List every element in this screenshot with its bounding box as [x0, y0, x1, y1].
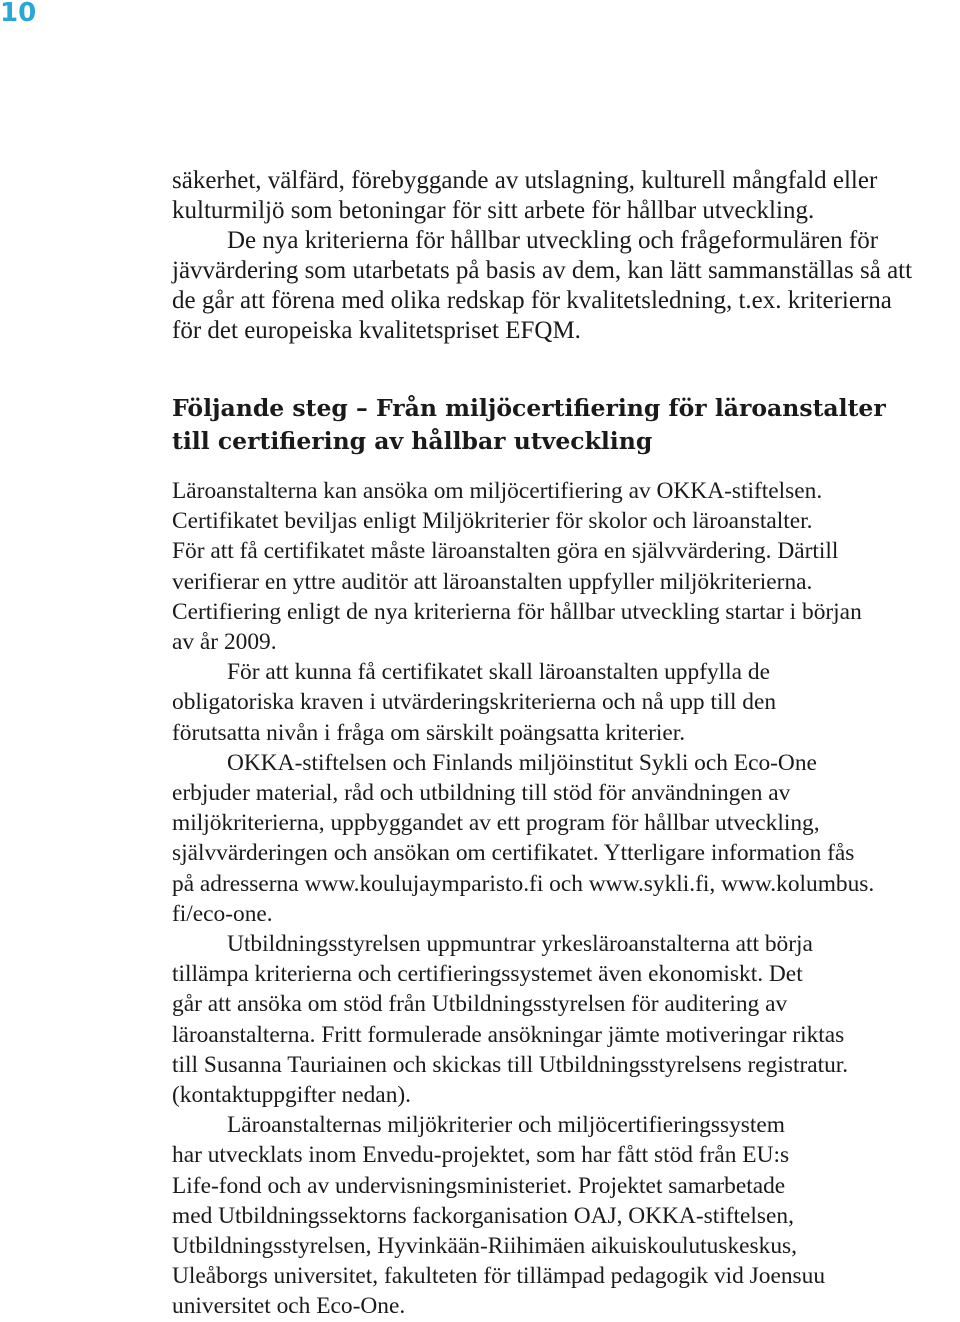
- text-line: självvärderingen och ansökan om certifikatet. Ytterligare information fås: [172, 840, 855, 867]
- section-body: [172, 476, 960, 1322]
- text-line: Utbildningsstyrelsen uppmuntrar yrkesläroanstalterna att börja: [227, 931, 813, 958]
- text-line: För att kunna få certifikatet skall läroanstalten uppfylla de: [227, 659, 770, 686]
- text-line: erbjuder material, råd och utbildning till stöd för användningen av: [172, 780, 791, 807]
- text-line: verifierar en yttre auditör att läroanstalten uppfyller miljökriterierna.: [172, 568, 813, 595]
- document-body: [172, 166, 960, 1322]
- text-line: de går att förena med olika redskap för kvalitetsledning, t.ex. kriterierna: [172, 287, 892, 314]
- text-line: läroanstalterna. Fritt formulerade ansökningar jämte motiveringar riktas: [172, 1021, 845, 1048]
- text-line: av år 2009.: [172, 629, 277, 656]
- text-line: Utbildningsstyrelsen, Hyvinkään-Riihimäen aikuiskoulutuskeskus,: [172, 1233, 797, 1260]
- text-line: går att ansöka om stöd från Utbildningsstyrelsen för auditering av: [172, 991, 788, 1018]
- text-line: förutsatta nivån i fråga om särskilt poängsatta kriterier.: [172, 719, 686, 746]
- text-line: Life-fond och av undervisningsministeriet. Projektet samarbetade: [172, 1172, 786, 1199]
- text-line: för det europeiska kvalitetspriset EFQM.: [172, 317, 581, 344]
- text-line: OKKA-stiftelsen och Finlands miljöinstitut Sykli och Eco-One: [227, 749, 817, 776]
- text-line: kulturmiljö som betoningar för sitt arbete för hållbar utveckling.: [172, 197, 815, 224]
- text-line: tillämpa kriterierna och certifieringssystemet även ekonomiskt. Det: [172, 961, 803, 988]
- text-line: obligatoriska kraven i utvärderingskriterierna och nå upp till den: [172, 689, 777, 716]
- text-line: Läroanstalternas miljökriterier och miljöcertifieringssystem: [227, 1112, 785, 1139]
- heading-line: Följande steg – Från miljöcertifiering för läroanstalter: [172, 394, 886, 422]
- section-heading: [172, 392, 960, 458]
- text-line: till Susanna Tauriainen och skickas till Utbildningsstyrelsens registratur.: [172, 1051, 849, 1078]
- text-line: har utvecklats inom Envedu-projektet, som har fått stöd från EU:s: [172, 1142, 790, 1169]
- text-line: fi/eco-one.: [172, 900, 273, 927]
- page-number: 10: [0, 0, 37, 28]
- text-line: Läroanstalterna kan ansöka om miljöcertifiering av OKKA-stiftelsen.: [172, 478, 823, 504]
- text-line: säkerhet, välfärd, förebyggande av utslagning, kulturell mångfald eller: [172, 167, 878, 194]
- text-line: För att få certifikatet måste läroanstalten göra en självvärdering. Därtill: [172, 538, 839, 565]
- text-line: på adresserna www.koulujaymparisto.fi och www.sykli.fi, www.kolumbus.: [172, 870, 875, 897]
- text-line: miljökriterierna, uppbyggandet av ett program för hållbar utveckling,: [172, 810, 820, 837]
- text-line: universitet och Eco-One.: [172, 1293, 406, 1320]
- text-line: (kontaktuppgifter nedan).: [172, 1082, 412, 1109]
- text-line: Certifiering enligt de nya kriterierna för hållbar utveckling startar i början: [172, 598, 862, 625]
- text-line: jävvärdering som utarbetats på basis av dem, kan lätt sammanställas så att: [172, 257, 913, 284]
- text-line: Certifikatet beviljas enligt Miljökriterier för skolor och läroanstalter.: [172, 508, 813, 535]
- heading-line: till certifiering av hållbar utveckling: [172, 427, 653, 455]
- text-line: De nya kriterierna för hållbar utveckling och frågeformulären för: [227, 227, 879, 254]
- intro-paragraph: [172, 166, 960, 346]
- text-line: Uleåborgs universitet, fakulteten för tillämpad pedagogik vid Joensuu: [172, 1263, 826, 1290]
- text-line: med Utbildningssektorns fackorganisation OAJ, OKKA-stiftelsen,: [172, 1202, 794, 1229]
